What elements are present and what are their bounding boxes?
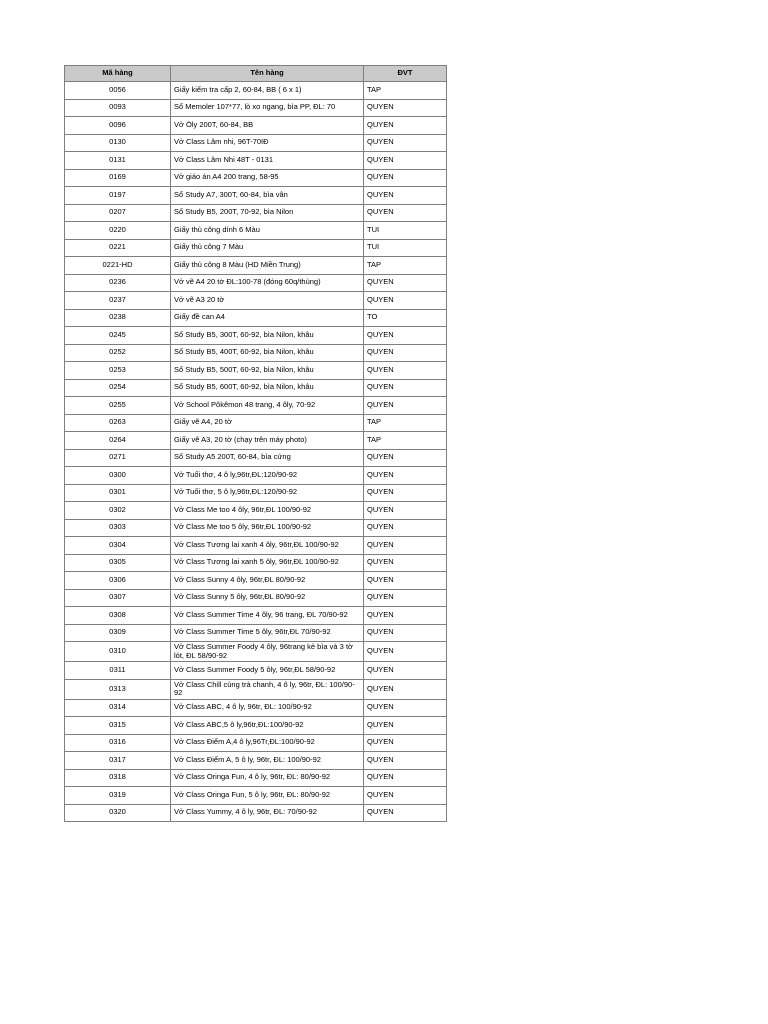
cell-unit: QUYEN: [364, 642, 447, 662]
cell-unit: QUYEN: [364, 699, 447, 717]
table-row: [65, 662, 447, 680]
table-row: [65, 222, 447, 240]
table-row: [65, 554, 447, 572]
cell-name: Vở Class Điểm A, 5 ô ly, 96tr, ĐL: 100/90-92: [171, 752, 364, 770]
cell-unit: QUYEN: [364, 117, 447, 135]
table-row: [65, 787, 447, 805]
column-header-unit: ĐVT: [364, 66, 447, 82]
cell-code: 0300: [65, 467, 171, 485]
cell-code: 0302: [65, 502, 171, 520]
cell-code: 0309: [65, 624, 171, 642]
cell-unit: QUYEN: [364, 787, 447, 805]
cell-unit: QUYEN: [364, 804, 447, 822]
cell-unit: QUYEN: [364, 589, 447, 607]
cell-name: Vở Class Oringa Fun, 5 ô ly, 96tr, ĐL: 80/90-92: [171, 787, 364, 805]
cell-code: 0310: [65, 642, 171, 662]
cell-code: 0056: [65, 82, 171, 100]
cell-name: Vở Class Summer Time 5 ôly, 96tr,ĐL 70/90-92: [171, 624, 364, 642]
cell-name: Vở Class Oringa Fun, 4 ô ly, 96tr, ĐL: 80/90-92: [171, 769, 364, 787]
cell-unit: TAP: [364, 432, 447, 450]
cell-code: 0316: [65, 734, 171, 752]
cell-name: Vở Tuổi thơ, 5 ô ly,96tr,ĐL:120/90-92: [171, 484, 364, 502]
cell-name: Vở Class Summer Foody 4 ôly, 96trang kẻ bìa và 3 tờ lót, ĐL 58/90-92: [171, 642, 364, 662]
table-row: [65, 134, 447, 152]
cell-name: Sổ Study B5, 400T, 60-92, bìa Nilon, khâu: [171, 344, 364, 362]
table-header-row: [65, 66, 447, 82]
table-row: [65, 397, 447, 415]
cell-code: 0307: [65, 589, 171, 607]
cell-unit: QUYEN: [364, 752, 447, 770]
cell-code: 0197: [65, 187, 171, 205]
cell-unit: QUYEN: [364, 624, 447, 642]
cell-code: 0207: [65, 204, 171, 222]
table-row: [65, 239, 447, 257]
cell-code: 0303: [65, 519, 171, 537]
cell-unit: TAP: [364, 82, 447, 100]
table-row: [65, 362, 447, 380]
cell-code: 0131: [65, 152, 171, 170]
table-row: [65, 82, 447, 100]
cell-unit: QUYEN: [364, 537, 447, 555]
cell-code: 0236: [65, 274, 171, 292]
column-header-code: Mã hàng: [65, 66, 171, 82]
cell-name: Vở Class ABC,5 ô ly,96tr,ĐL:100/90-92: [171, 717, 364, 735]
cell-code: 0253: [65, 362, 171, 380]
catalog-table-wrapper: [64, 65, 446, 822]
cell-name: Vở Ôly 200T, 60-84, BB: [171, 117, 364, 135]
table-row: [65, 257, 447, 275]
cell-name: Giấy thủ công 8 Màu (HD Miền Trung): [171, 257, 364, 275]
table-row: [65, 204, 447, 222]
cell-code: 0306: [65, 572, 171, 590]
table-row: [65, 589, 447, 607]
cell-code: 0313: [65, 679, 171, 699]
table-body: [65, 82, 447, 822]
cell-code: 0130: [65, 134, 171, 152]
column-header-name: Tên hàng: [171, 66, 364, 82]
table-row: [65, 502, 447, 520]
table-row: [65, 624, 447, 642]
table-row: [65, 274, 447, 292]
table-row: [65, 717, 447, 735]
cell-name: Sổ Study B5, 600T, 60-92, bìa Nilon, khâu: [171, 379, 364, 397]
cell-name: Vở Class Lâm Nhi 48T - 0131: [171, 152, 364, 170]
cell-unit: QUYEN: [364, 734, 447, 752]
cell-unit: TUI: [364, 239, 447, 257]
cell-code: 0318: [65, 769, 171, 787]
cell-code: 0301: [65, 484, 171, 502]
cell-code: 0264: [65, 432, 171, 450]
cell-name: Vở vẽ A4 20 tờ ĐL:100-78 (đóng 60q/thùng): [171, 274, 364, 292]
cell-name: Vở Class Sunny 5 ôly, 96tr,ĐL 80/90-92: [171, 589, 364, 607]
cell-name: Sổ Study A5 200T, 60-84, bìa cứng: [171, 449, 364, 467]
table-row: [65, 769, 447, 787]
cell-unit: QUYEN: [364, 397, 447, 415]
cell-unit: QUYEN: [364, 187, 447, 205]
cell-code: 0308: [65, 607, 171, 625]
table-row: [65, 187, 447, 205]
cell-code: 0238: [65, 309, 171, 327]
cell-code: 0314: [65, 699, 171, 717]
table-row: [65, 432, 447, 450]
cell-code: 0311: [65, 662, 171, 680]
table-row: [65, 519, 447, 537]
table-row: [65, 309, 447, 327]
cell-unit: QUYEN: [364, 662, 447, 680]
cell-name: Giấy đề can A4: [171, 309, 364, 327]
table-row: [65, 327, 447, 345]
cell-unit: QUYEN: [364, 769, 447, 787]
table-row: [65, 292, 447, 310]
cell-name: Sổ Study B5, 300T, 60-92, bìa Nilon, khâu: [171, 327, 364, 345]
table-row: [65, 679, 447, 699]
cell-name: Vở Class Điểm A,4 ô ly,96Tr,ĐL:100/90-92: [171, 734, 364, 752]
cell-name: Vở Class Me too 5 ôly, 96tr,ĐL 100/90-92: [171, 519, 364, 537]
cell-code: 0237: [65, 292, 171, 310]
cell-code: 0254: [65, 379, 171, 397]
table-row: [65, 642, 447, 662]
cell-name: Vở Class Lâm nhi, 96T-70IĐ: [171, 134, 364, 152]
cell-unit: QUYEN: [364, 554, 447, 572]
cell-unit: QUYEN: [364, 467, 447, 485]
cell-unit: QUYEN: [364, 607, 447, 625]
cell-name: Vở Class Me too 4 ôly, 96tr,ĐL 100/90-92: [171, 502, 364, 520]
cell-name: Giấy kiểm tra cấp 2, 60-84, BB ( 6 x 1): [171, 82, 364, 100]
cell-code: 0169: [65, 169, 171, 187]
cell-unit: QUYEN: [364, 717, 447, 735]
cell-code: 0320: [65, 804, 171, 822]
cell-code: 0245: [65, 327, 171, 345]
table-row: [65, 379, 447, 397]
cell-code: 0305: [65, 554, 171, 572]
table-row: [65, 537, 447, 555]
cell-name: Giấy vẽ A3, 20 tờ (chạy trên máy photo): [171, 432, 364, 450]
cell-name: Vở Class Sunny 4 ôly, 96tr,ĐL 80/90-92: [171, 572, 364, 590]
cell-code: 0263: [65, 414, 171, 432]
cell-unit: QUYEN: [364, 169, 447, 187]
table-row: [65, 572, 447, 590]
cell-unit: QUYEN: [364, 274, 447, 292]
cell-unit: QUYEN: [364, 379, 447, 397]
cell-code: 0271: [65, 449, 171, 467]
cell-unit: TAP: [364, 414, 447, 432]
cell-unit: QUYEN: [364, 362, 447, 380]
cell-unit: TAP: [364, 257, 447, 275]
cell-name: Giấy vẽ A4, 20 tờ: [171, 414, 364, 432]
cell-name: Vở School Pôkêmon 48 trang, 4 ôly, 70-92: [171, 397, 364, 415]
table-row: [65, 117, 447, 135]
table-row: [65, 804, 447, 822]
cell-name: Vở Class Tương lai xanh 4 ôly, 96tr,ĐL 100/90-92: [171, 537, 364, 555]
table-row: [65, 607, 447, 625]
cell-unit: QUYEN: [364, 572, 447, 590]
cell-code: 0252: [65, 344, 171, 362]
table-row: [65, 169, 447, 187]
cell-code: 0255: [65, 397, 171, 415]
table-row: [65, 467, 447, 485]
cell-unit: QUYEN: [364, 134, 447, 152]
cell-name: Sổ Memoler 107*77, lò xo ngang, bìa PP, ĐL: 70: [171, 99, 364, 117]
cell-unit: QUYEN: [364, 484, 447, 502]
table-row: [65, 699, 447, 717]
cell-code: 0221-HD: [65, 257, 171, 275]
cell-name: Giấy thủ công dính 6 Màu: [171, 222, 364, 240]
catalog-table: [64, 65, 447, 822]
cell-unit: QUYEN: [364, 449, 447, 467]
cell-unit: QUYEN: [364, 152, 447, 170]
cell-unit: QUYEN: [364, 204, 447, 222]
cell-unit: QUYEN: [364, 344, 447, 362]
table-row: [65, 344, 447, 362]
cell-code: 0304: [65, 537, 171, 555]
cell-unit: QUYEN: [364, 502, 447, 520]
cell-name: Vở Class Yummy, 4 ô ly, 96tr, ĐL: 70/90-92: [171, 804, 364, 822]
cell-unit: TO: [364, 309, 447, 327]
cell-name: Vở giáo án A4 200 trang, 58-95: [171, 169, 364, 187]
cell-code: 0319: [65, 787, 171, 805]
cell-code: 0220: [65, 222, 171, 240]
table-row: [65, 414, 447, 432]
table-row: [65, 99, 447, 117]
cell-name: Sổ Study B5, 500T, 60-92, bìa Nilon, khâu: [171, 362, 364, 380]
cell-unit: QUYEN: [364, 519, 447, 537]
cell-name: Vở Class Summer Foody 5 ôly, 96tr,ĐL 58/90-92: [171, 662, 364, 680]
table-row: [65, 734, 447, 752]
cell-unit: QUYEN: [364, 679, 447, 699]
table-row: [65, 152, 447, 170]
cell-name: Sổ Study A7, 300T, 60-84, bìa vân: [171, 187, 364, 205]
table-row: [65, 752, 447, 770]
cell-code: 0317: [65, 752, 171, 770]
cell-code: 0315: [65, 717, 171, 735]
cell-name: Vở Tuổi thơ, 4 ô ly,96tr,ĐL:120/90-92: [171, 467, 364, 485]
cell-name: Vở Class Chill cùng trà chanh, 4 ô ly, 96tr, ĐL: 100/90-92: [171, 679, 364, 699]
table-row: [65, 449, 447, 467]
cell-code: 0096: [65, 117, 171, 135]
cell-code: 0093: [65, 99, 171, 117]
cell-name: Giấy thủ công 7 Màu: [171, 239, 364, 257]
cell-unit: QUYEN: [364, 327, 447, 345]
table-header: [65, 66, 447, 82]
cell-name: Vở Class Tương lai xanh 5 ôly, 96tr,ĐL 100/90-92: [171, 554, 364, 572]
cell-unit: QUYEN: [364, 99, 447, 117]
cell-code: 0221: [65, 239, 171, 257]
cell-unit: TUI: [364, 222, 447, 240]
cell-name: Vở Class ABC, 4 ô ly, 96tr, ĐL: 100/90-92: [171, 699, 364, 717]
cell-name: Vở Class Summer Time 4 ôly, 96 trang, ĐL 70/90-92: [171, 607, 364, 625]
cell-name: Sổ Study B5, 200T, 70-92, bìa Nilon: [171, 204, 364, 222]
cell-name: Vở vẽ A3 20 tờ: [171, 292, 364, 310]
cell-unit: QUYEN: [364, 292, 447, 310]
table-row: [65, 484, 447, 502]
